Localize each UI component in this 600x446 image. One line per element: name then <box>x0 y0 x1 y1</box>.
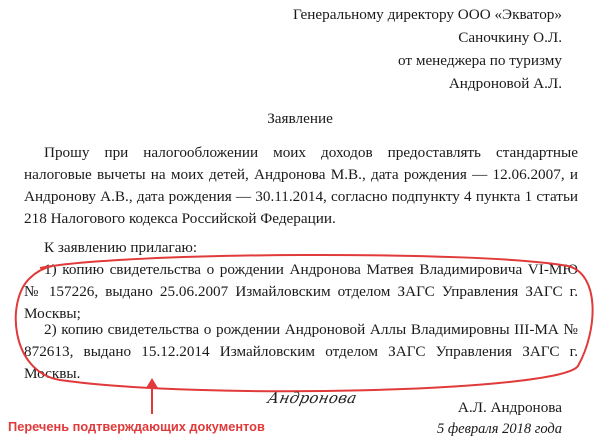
document-title: Заявление <box>267 110 333 127</box>
attachment-item-1: 1) копию свидетельства о рождении Андронова Матвея Владимировича VI-МЮ № 157226, выдано 25.06.2007 Измайловским отделом ЗАГС Управления ЗАГС г. Москвы; <box>24 261 578 322</box>
handwritten-signature: Андронова <box>266 389 359 407</box>
signer-name: А.Л. Андронова <box>457 399 562 416</box>
signature-date: 5 февраля 2018 года <box>436 421 562 437</box>
header-line-1: Генеральному директору ООО «Экватор» <box>292 6 562 23</box>
header-line-2: Саночкину О.Л. <box>458 29 562 46</box>
header-line-3: от менеджера по туризму <box>398 52 562 69</box>
attachment-item-2: 2) копию свидетельства о рождении Андроновой Аллы Владимировны III-МА № 872613, выдано 15.12.2014 Измайловским отделом ЗАГС Управления ЗАГС г. Москвы. <box>24 321 578 382</box>
attachments-intro: К заявлению прилагаю: <box>44 239 198 256</box>
request-paragraph: Прошу при налогообложении моих доходов предоставлять стандартные налоговые вычеты на моих детей, Андронова М.В., дата рождения — 12.06.2007, и Андронову А.В., дата рождения — 30.11.2014, согласно подпункту 4 пункта 1 статьи 218 Налогового кодекса Российской Федерации. <box>24 144 578 227</box>
annotation-label: Перечень подтверждающих документов <box>8 419 265 434</box>
header-line-4: Андроновой А.Л. <box>448 75 562 92</box>
